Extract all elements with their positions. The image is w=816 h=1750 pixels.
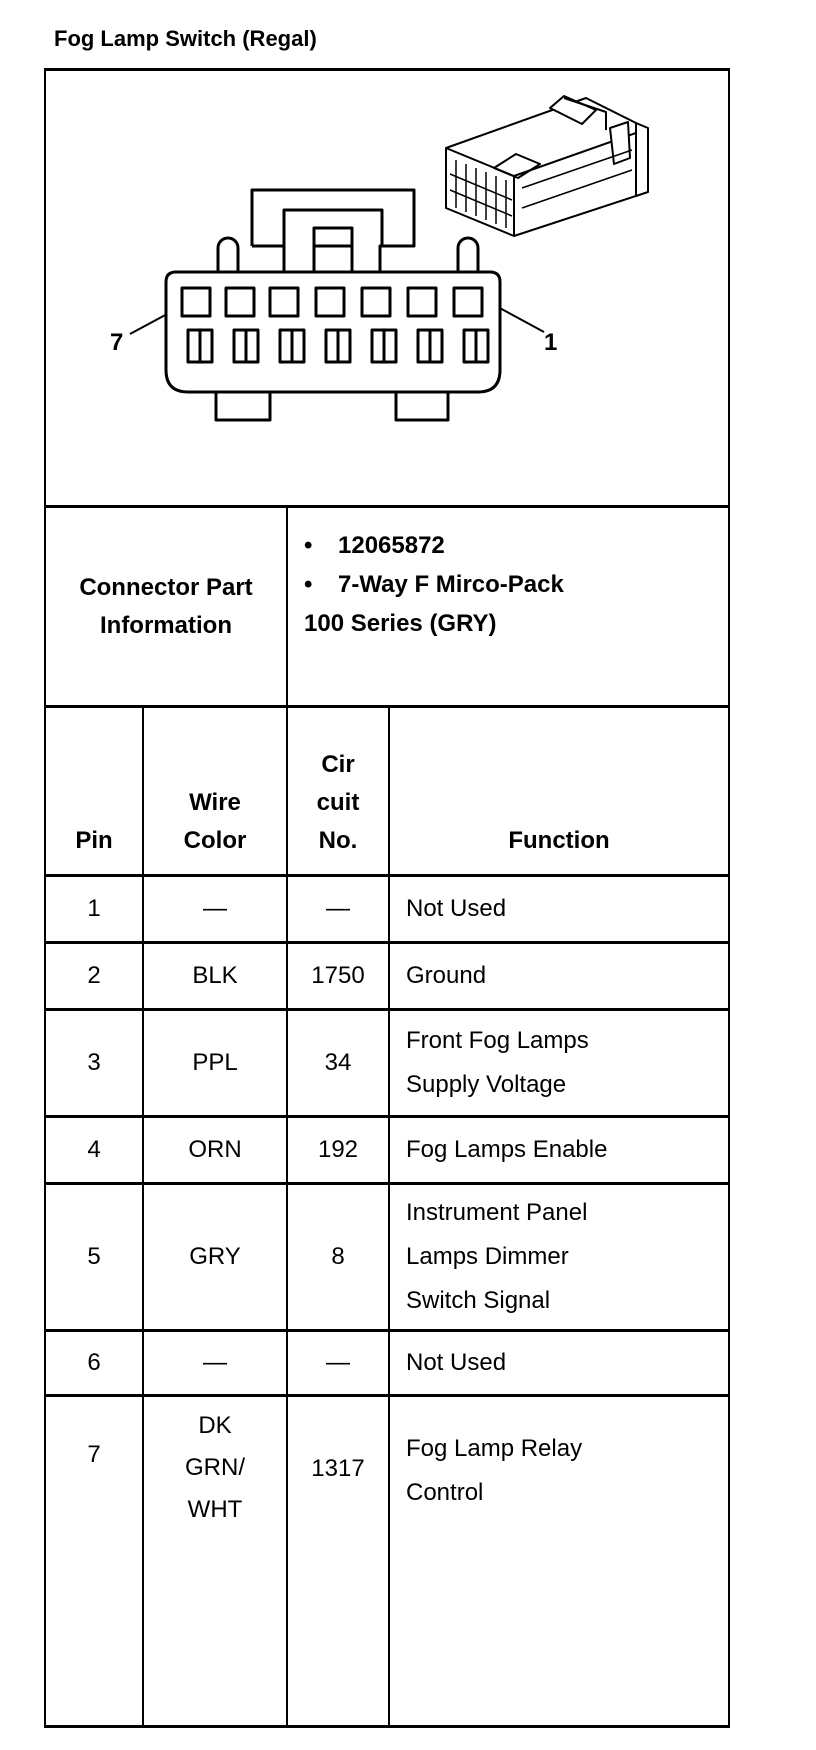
pin-cell: 1: [87, 895, 101, 922]
pin-callout-1: 1: [544, 329, 558, 356]
wire-color-cell: ORN: [188, 1136, 242, 1163]
wire-color-cell: DK GRN/ WHT: [185, 1412, 245, 1523]
header-circuit-number: Cir cuit No.: [316, 751, 360, 854]
pin-cell: 5: [87, 1243, 101, 1270]
connector-document: [44, 68, 730, 1728]
circuit-cell: —: [326, 1349, 350, 1376]
connector-part-info-details: [304, 526, 564, 643]
circuit-cell: 34: [324, 1049, 352, 1076]
connector-series: 100 Series (GRY): [304, 610, 497, 637]
pin-cavities-bottom: [188, 330, 488, 362]
circuit-cell: 192: [317, 1136, 359, 1163]
pin-callout-7: 7: [110, 329, 124, 356]
header-function: Function: [508, 827, 610, 854]
wire-color-cell: —: [203, 1349, 227, 1376]
connector-3d-illustration: [446, 96, 648, 236]
connector-diagram: [44, 68, 730, 508]
header-wire-color: Wire Color: [183, 789, 247, 854]
pin-cell: 6: [87, 1349, 101, 1376]
header-pin: Pin: [75, 827, 113, 854]
function-cell: Not Used: [406, 895, 507, 922]
connector-part-info-label: Connector Part Information: [79, 573, 253, 639]
circuit-cell: 1317: [311, 1455, 365, 1482]
function-cell: Instrument Panel Lamps Dimmer Switch Signal: [406, 1199, 588, 1314]
wire-color-cell: —: [203, 895, 227, 922]
wire-color-cell: BLK: [192, 962, 238, 989]
circuit-cell: 1750: [311, 962, 365, 989]
function-cell: Fog Lamp Relay Control: [406, 1435, 583, 1506]
circuit-cell: —: [326, 895, 350, 922]
pin-cell: 4: [87, 1136, 101, 1163]
part-number-item: • 12065872: [304, 532, 445, 559]
page-title: Fog Lamp Switch (Regal): [54, 26, 317, 51]
function-cell: Front Fog Lamps Supply Voltage: [406, 1027, 589, 1098]
wire-color-cell: GRY: [189, 1243, 241, 1270]
wire-color-cell: PPL: [192, 1049, 238, 1076]
function-cell: Fog Lamps Enable: [406, 1136, 608, 1163]
pin-cell: 7: [87, 1441, 101, 1468]
pin-cell: 3: [87, 1049, 101, 1076]
function-cell: Not Used: [406, 1349, 507, 1376]
function-cell: Ground: [406, 962, 487, 989]
circuit-cell: 8: [331, 1243, 345, 1270]
connector-type-item: • 7-Way F Mirco-Pack: [304, 571, 564, 598]
pin-cell: 2: [87, 962, 101, 989]
